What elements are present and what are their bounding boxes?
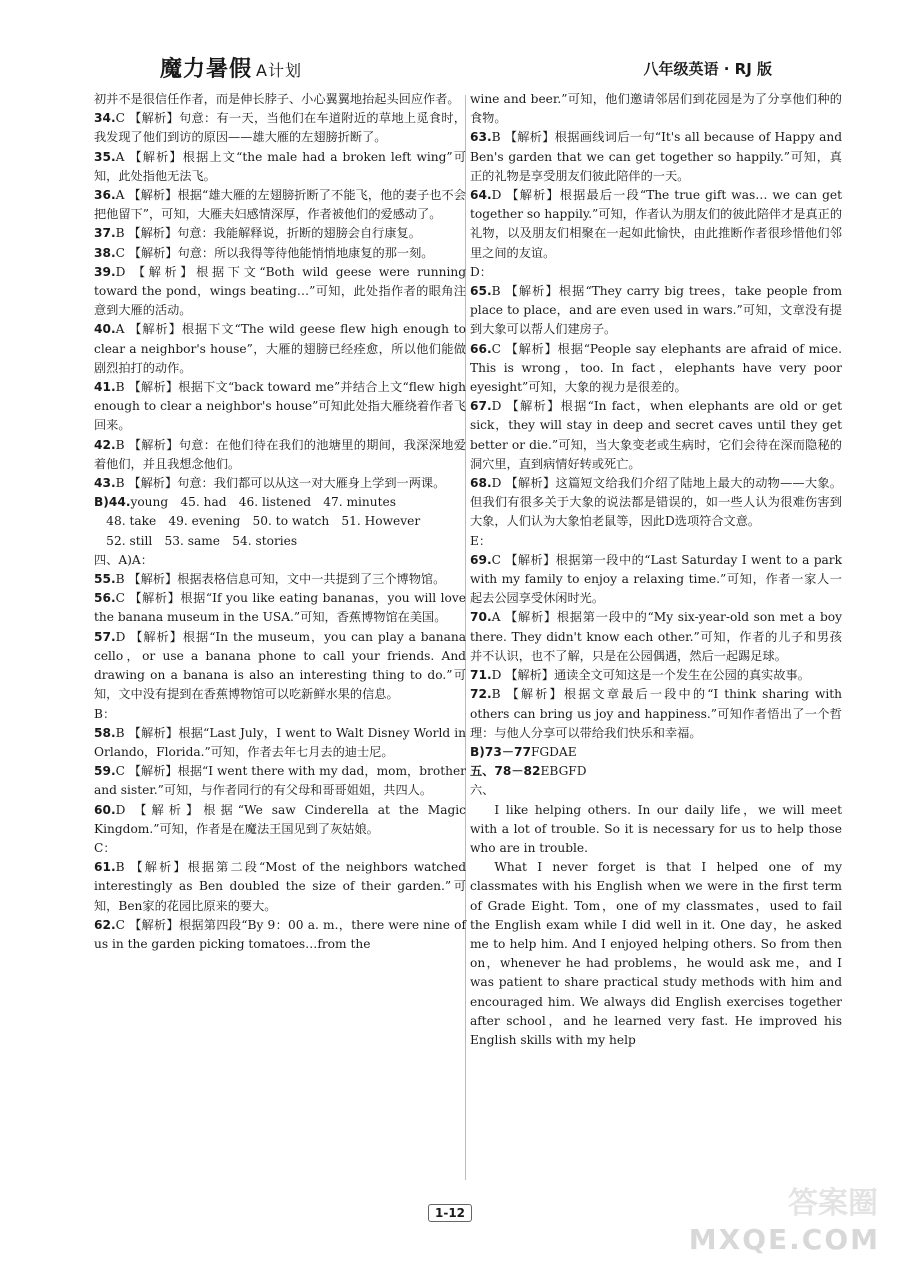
answer-text: C 【解析】句意：有一天，当他们在车道附近的草地上觅食时，我发现了他们到访的原因——雄大雁的左翅膀折断了。 [94,111,466,145]
question-number: 60. [94,802,116,817]
brand-title: 魔力暑假 [160,57,253,82]
question-number: 五、78－82 [470,764,541,779]
page-footer [0,1202,900,1222]
answer-item [470,685,842,743]
question-number: 72. [470,687,492,702]
answer-text: young 45. had 46. listened 47. minutes [130,495,396,510]
answer-item [94,801,466,839]
answer-item [94,244,466,263]
answer-text: A 【解析】根据第一段中的“My six-year-old son met a boy there. They didn't know each other.”可知，作者的儿子和男孩并不认识，也不了解，只是在公园偶遇，然后一起踢足球。 [470,610,842,663]
answer-text: B 【解析】根据画线词后一句“It's all because of Happy and Ben's garden that we can get together so happily.”可知，真正的礼物是享受朋友们彼此陪伴的一天。 [470,130,842,183]
answer-text: 四、A)A： [94,552,153,567]
answer-text: B 【解析】根据“Last July，I went to Walt Disney World in Orlando，Florida.”可知，作者去年七月去的迪士尼。 [94,725,466,759]
answer-item [94,90,466,109]
answer-text: B 【解析】根据表格信息可知，文中一共提到了三个博物馆。 [115,572,446,587]
answer-item [470,474,842,532]
answer-text: C 【解析】根据“If you like eating bananas，you will love the banana museum in the USA.”可知，香蕉博物馆在美国。 [94,591,466,625]
page-header [0,0,900,90]
answer-item [470,282,842,340]
answer-text: B 【解析】根据下文“back toward me”并结合上文“flew high enough to clear a neighbor's house”可知此处指大雁绕着作者飞回来。 [94,380,466,433]
answer-text: 初并不是很信任作者，而是伸长脖子、小心翼翼地抬起头回应作者。 [94,92,460,106]
question-number: 39. [94,264,116,279]
watermark-text: MXQE.COM [688,1223,880,1256]
question-number: 35. [94,149,116,164]
right-answers [470,90,842,801]
answer-item [94,858,466,916]
answer-item [94,916,466,954]
essay [470,801,842,1051]
answer-item [470,90,842,128]
answer-text: B 【解析】句意：我们都可以从这一对大雁身上学到一两课。 [115,476,446,491]
answer-item [470,781,842,800]
answer-text: EBGFD [540,764,587,779]
question-number: 57. [94,629,116,644]
answer-item [94,512,466,531]
answer-item [94,148,466,186]
question-number: 65. [470,284,492,299]
question-number: 71. [470,668,492,683]
answer-item [94,493,466,512]
answer-text: B 【解析】根据文章最后一段中的“I think sharing with others can bring us joy and happiness.”可知作者悟出了一个哲理：与他人分享可以带给我们快乐和幸福。 [470,687,842,740]
question-number: 42. [94,437,116,452]
question-number: 64. [470,188,492,203]
answer-item [94,263,466,321]
answer-item [94,589,466,627]
answer-item [94,532,466,551]
page-number: 1-12 [428,1204,472,1222]
question-number: B)44. [94,495,131,510]
answer-text: 52. still 53. same 54. stories [94,533,298,548]
left-column [94,90,466,954]
answer-item [94,320,466,378]
answer-item [470,397,842,474]
question-number: 58. [94,725,116,740]
answer-text: D 【解析】通读全文可知这是一个发生在公园的真实故事。 [491,668,810,683]
answer-text: B 【解析】句意：我能解释说，折断的翅膀会自行康复。 [115,226,421,241]
right-column [470,90,842,1050]
question-number: 63. [470,130,492,145]
question-number: 61. [94,860,116,875]
question-number: 37. [94,226,116,241]
answer-text: C 【解析】根据第一段中的“Last Saturday I went to a park with my family to enjoy a relaxing time.”可知，作者一家人一起去公园享受休闲时光。 [470,552,842,606]
answer-item [94,109,466,147]
answer-item [470,340,842,398]
answer-text: D 【解析】根据“In the museum，you can play a banana cello，or use a banana phone to call your friends. And drawing on a banana is also an interesting thing to do.”可知，文中没有提到在香蕉博物馆可以吃新鲜水果的信息。 [94,629,466,702]
essay-paragraph: I like helping others. In our daily life，we will meet with a lot of trouble. So it is necessary for us to help those who are in trouble. [470,802,842,855]
answer-text: D 【解析】根据“In fact，when elephants are old or get sick，they will stay in deep and secret caves until they get better or die.”可知，当大象变老或生病时，它们会待在深而隐秘的洞穴里，直到病情好转或死亡。 [470,399,842,471]
answer-text: C 【解析】句意：所以我得等待他能悄悄地康复的那一刻。 [115,245,434,260]
answer-item [94,186,466,224]
question-number: 66. [470,341,492,356]
question-number: B)73－77 [470,744,531,759]
answer-item [94,570,466,589]
answer-item [470,666,842,685]
answer-text: C 【解析】根据“People say elephants are afraid of mice. This is wrong，too. In fact，elephants have very poor eyesight”可知，大象的视力是很差的。 [470,341,842,395]
answer-item [470,743,842,762]
answer-text: B 【解析】根据第二段“Most of the neighbors watched interestingly as Ben doubled the size of their garden.”可知，Ben家的花园比原来的要大。 [94,860,466,913]
answer-text: A 【解析】根据上文“the male had a broken left wing”可知，此处指他无法飞。 [94,149,466,183]
answer-text: wine and beer.”可知，他们邀请邻居们到花园是为了分享他们种的食物。 [470,92,842,126]
answer-item [94,551,466,570]
answer-item [94,724,466,762]
essay-paragraph: What I never forget is that I helped one of my classmates with his English when we were in the first term of Grade Eight. Tom，one of my classmates，used to fail the English exam while I did well in it. One day，he asked me to help him. And I enjoyed helping others. So from then on，whenever he had problems，he would ask me，and I was patient to share practical study methods with him and encouraged him. We always did English exercises together after school，and he learned very fast. He improved his English skills with my help [470,860,842,1047]
answer-item [94,628,466,705]
answer-item [94,762,466,800]
answer-text: C 【解析】根据第四段“By 9：00 a. m.，there were nine of us in the garden picking tomatoes…from the [94,917,466,951]
question-number: 59. [94,764,116,779]
answer-text: B 【解析】根据“They carry big trees，take people from place to place，and are even used in wars.”可知，文章没有提到大象可以帮人们建房子。 [470,284,842,337]
answer-item [94,436,466,474]
answer-item [94,839,466,858]
question-number: 55. [94,572,116,587]
answer-text: D 【解析】根据下文“Both wild geese were running toward the pond，wings beating…”可知，此处指作者的眼角注意到大雁的活动。 [94,264,466,318]
answer-item [94,378,466,436]
answer-text: D 【解析】根据“We saw Cinderella at the Magic Kingdom.”可知，作者是在魔法王国见到了灰姑娘。 [94,802,466,836]
answer-text: 48. take 49. evening 50. to watch 51. However [94,514,421,529]
question-number: 40. [94,322,116,337]
question-number: 56. [94,591,116,606]
answer-text: C： [94,840,116,855]
book-brand [160,52,302,83]
answer-item [94,474,466,493]
answer-text: D 【解析】根据最后一段“The true gift was… we can get together so happily.”可知，作者认为朋友们的彼此陪伴才是真正的礼物，以及朋友们相聚在一起如此愉快，由此推断作者很珍惜他们邻里之间的友谊。 [470,188,843,260]
question-number: 41. [94,380,116,395]
answer-text: A 【解析】根据下文“The wild geese flew high enough to clear a neighbor's house”，大雁的翅膀已经痊愈，所以他们能做剧烈拍打的动作。 [94,322,466,375]
brand-plan: A计划 [256,61,302,80]
answer-text: FGDAE [530,744,577,759]
question-number: 36. [94,188,116,203]
answer-item [470,128,842,186]
question-number: 62. [94,917,116,932]
answer-text: A 【解析】根据“雄大雁的左翅膀折断了不能飞，他的妻子也不会把他留下”，可知，大雁夫妇感情深厚，作者被他们的爱感动了。 [94,188,466,222]
answer-item [94,705,466,724]
answer-item [94,224,466,243]
answer-text: C 【解析】根据“I went there with my dad，mom，brother and sister.”可知，与作者同行的有父母和哥哥姐姐，共四人。 [94,764,466,798]
question-number: 34. [94,111,116,126]
question-number: 70. [470,610,492,625]
watermark-logo: 答案圈 [788,1186,878,1221]
answer-item [470,532,842,551]
question-number: 68. [470,476,492,491]
answer-item [470,762,842,781]
answer-text: B 【解析】句意：在他们待在我们的池塘里的期间，我深深地爱着他们，并且我想念他们。 [94,437,466,471]
question-number: 69. [470,552,492,567]
question-number: 38. [94,245,116,260]
answer-text: D 【解析】这篇短文给我们介绍了陆地上最大的动物——大象。但我们有很多关于大象的说法都是错误的，如一些人认为很难伤害到大象，人们认为大象怕老鼠等，因此D选项符合文意。 [470,476,842,529]
subject-label: 八年级英语 · RJ 版 [643,60,772,78]
answer-text: B： [94,706,116,721]
answer-text: 六、 [470,783,495,798]
answer-text: E： [470,533,492,548]
answer-item [470,186,842,263]
answer-item [470,608,842,666]
answer-item [470,551,842,609]
question-number: 67. [470,399,492,414]
answer-item [470,263,842,282]
question-number: 43. [94,476,116,491]
answer-text: D： [470,264,492,279]
